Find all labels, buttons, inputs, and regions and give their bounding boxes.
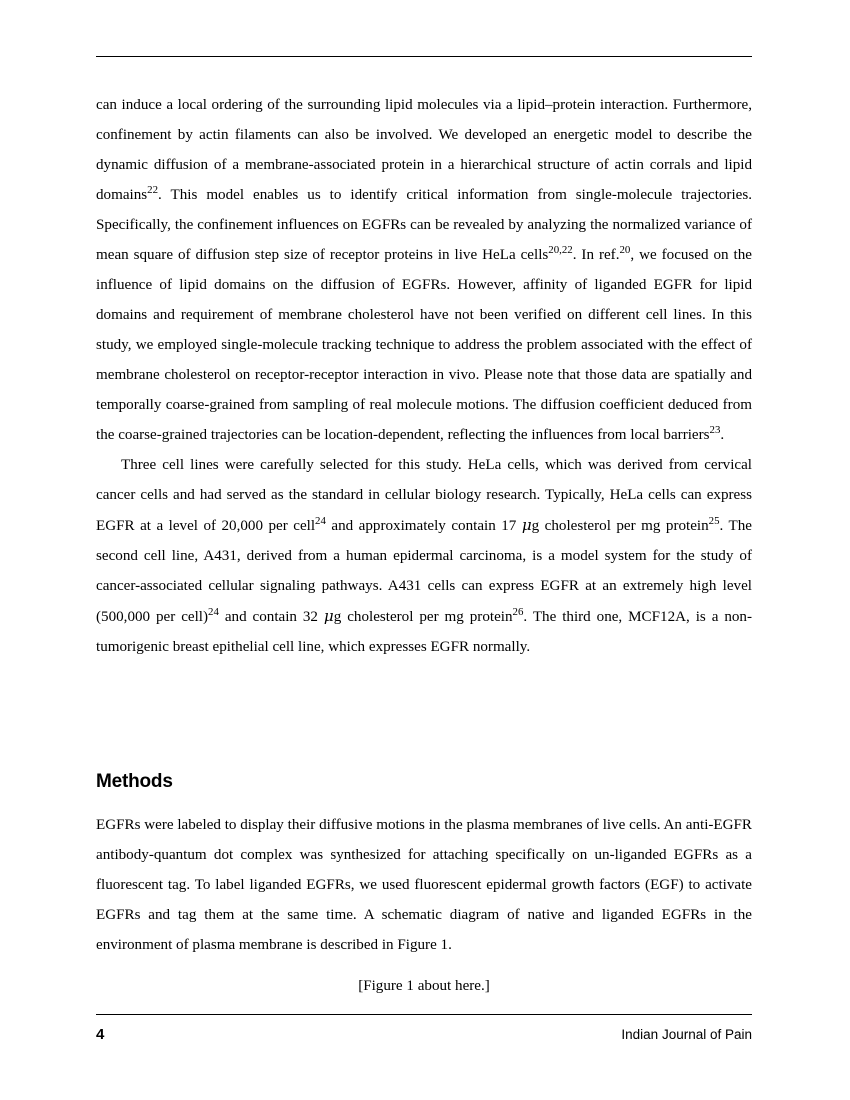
micro-symbol: μ <box>323 607 334 625</box>
paragraph-methods-intro: EGFRs were labeled to display their diffusive motions in the plasma membranes of live cells. An anti-EGFR antibody-quantum dot complex was synthesized for attaching specifically on un-liganded EGFRs as a fluorescent tag. To label liganded EGFRs, we used fluorescent epidermal growth factors (EGF) to activate EGFRs and tag them at the same time. A schematic diagram of native and liganded EGFRs in the environment of plasma membrane is described in Figure 1. <box>96 817 752 953</box>
header-rule <box>96 56 752 57</box>
methods-text-block <box>96 810 752 960</box>
citation-superscript: 20 <box>619 243 631 256</box>
footer-rule <box>96 1014 752 1015</box>
figure-placeholder-note: [Figure 1 about here.] <box>358 978 490 994</box>
page-footer <box>96 1026 752 1043</box>
micro-symbol: μ <box>521 516 532 534</box>
section-heading-methods: Methods <box>96 771 173 792</box>
citation-superscript: 22 <box>147 183 159 196</box>
methods-heading-wrap <box>96 770 752 794</box>
citation-superscript: 23 <box>709 423 721 436</box>
footer-journal-name: Indian Journal of Pain <box>621 1027 752 1042</box>
citation-superscript: 25 <box>708 514 720 527</box>
footer-page-number: 4 <box>96 1026 105 1043</box>
citation-superscript: 20,22 <box>548 243 573 256</box>
body-text-block <box>96 90 752 662</box>
citation-superscript: 24 <box>208 605 219 618</box>
citation-superscript: 26 <box>512 605 524 618</box>
paragraph-cell-lines: Three cell lines were carefully selected for this study. HeLa cells, which was derived from cervical cancer cells and had served as the standard in cellular biology research. Typically, HeLa cells can express EGFR at a level of 20,000 per cell$^{24}$ and approximately contain 17 μg cholesterol per mg protein$^{25}$. The second cell line, A431, derived from a human epidermal carcinoma, is a model system for the study of cancer-associated cellular signaling pathways. A431 cells can express EGFR at an extremely high level (500,000 per cell)$^{24}$ and contain 32 μg cholesterol per mg protein$^{26}$. The third one, MCF12A, is a non-tumorigenic breast epithelial cell line, which expresses EGFR normally. <box>96 457 752 655</box>
citation-superscript: 24 <box>315 514 326 527</box>
paragraph-continued: can induce a local ordering of the surrounding lipid molecules via a lipid–protein interaction. Furthermore, confinement by actin filaments can also be involved. We developed an energetic model to describe the dynamic diffusion of a membrane-associated protein in a hierarchical structure of actin corrals and lipid domains$^{22}$. This model enables us to identify critical information from single-molecule trajectories. Specifically, the confinement influences on EGFRs can be revealed by analyzing the normalized variance of mean square of diffusion step size of receptor proteins in live HeLa cells$^{20,22}$. In ref.$^{20}$, we focused on the influence of lipid domains on the diffusion of EGFRs. However, affinity of liganded EGFR for lipid domains and requirement of membrane cholesterol have not been verified on different cell lines. In this study, we employed single-molecule tracking technique to address the problem associated with the effect of membrane cholesterol on receptor-receptor interaction in vivo. Please note that those data are spatially and temporally coarse-grained from sampling of real molecule motions. The diffusion coefficient deduced from the coarse-grained trajectories can be location-dependent, reflecting the influences from local barriers$^{23}$. <box>96 97 752 443</box>
